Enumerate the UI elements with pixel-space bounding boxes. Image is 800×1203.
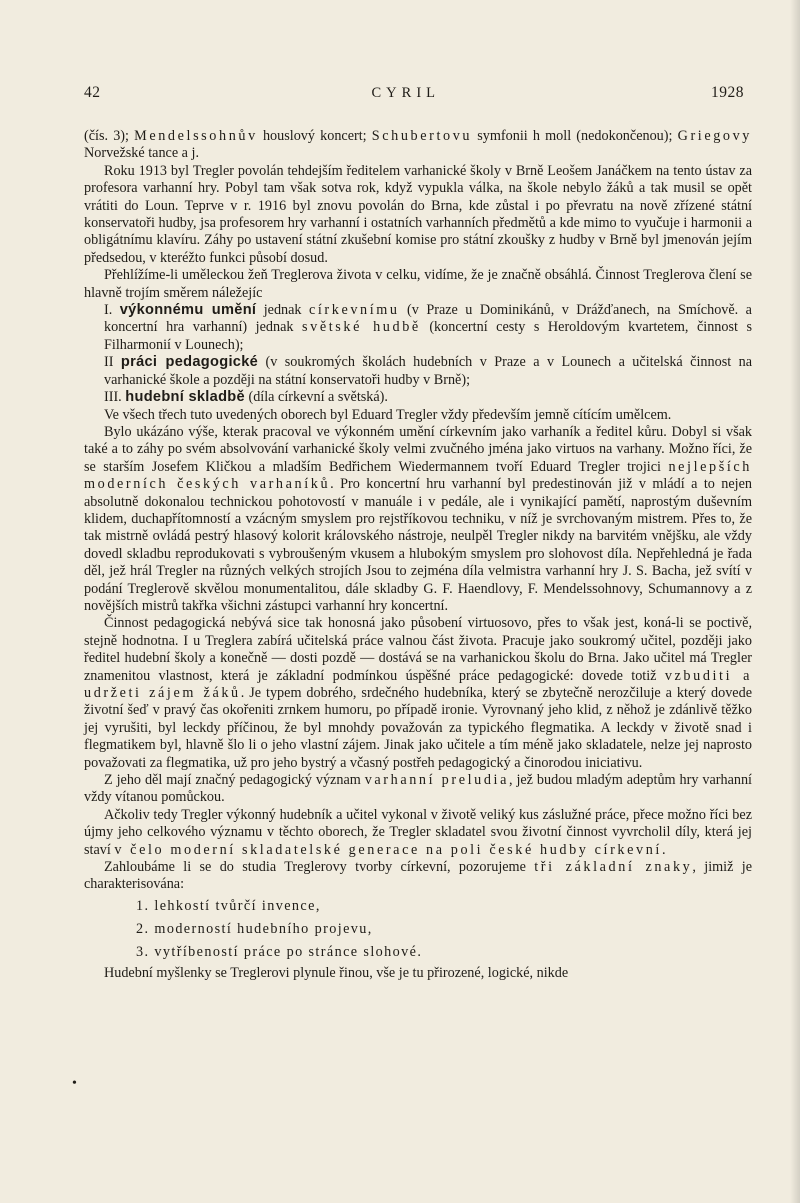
paragraph-final: Hudební myšlenky se Treglerovi plynule řinou, vše je tu přirozené, logické, nikde (104, 964, 569, 981)
list-item-composition: III. hudební skladbě (díla církevní a světská). (104, 389, 388, 406)
paragraph-overview: Přehlížíme-li uměleckou žeň Treglerova života v celku, vidíme, že je značně obsáhlá. Činnost Treglerova člení se hlavně trojím směrem náležejíc (84, 267, 752, 301)
margin-mark: • (72, 1076, 77, 1091)
page-number: 42 (84, 84, 101, 101)
trait-item: 1. lehkostí tvůrčí invence, (136, 897, 321, 914)
list-item-pedagogy: II práci pedagogické (v soukromých školách hudebních v Praze a v Lounech a učitelská činnost na varhanické škole a později na státní konservatoři hudby v Brně); (104, 354, 753, 388)
paragraph-virtuoso: Bylo ukázáno výše, kterak pracoval ve výkonném umění církevním jako varhaník a ředitel kůru. Dobyl si však také a to záhy po svém absolvování varhanické školy velmi zvučného jména jako virtuos na varhany. Možno říci, že se starším Josefem Kličkou a mladším Bedřichem Wiedermannem tvoří Eduard Tregler trojici nejlepších moderních českých varhaníků. Pro koncertní hru varhanní byl predestinován již v mládí a to nejen absolutně dokonalou technickou pohotovostí v manuále i v pedále, ale i vynikající pamětí, naprostým duševním klidem, duchapřítomností a vzácným smyslem pro rejstříkovou techniku, v níž je svrchovaným mistrem. Přes to, že tak mistrně ovládá pestrý hlasový kolorit královského nástroje, neulpěl Tregler nikdy na barvitém vnějšku, ale vždy dovedl skladbu reprodukovati s vybroušeným vkusem a hlubokým smyslem pro slohovost díla. Nepřehledná je řada děl, jež hrál Tregler na různých velkých strojích Jsou to zejména díla velmistra varhanní hry J. S. Bacha, jež svítí v podání Treglerově skvělou monumentalitou, dále skladby G. F. Haendlovy, F. Mendelssohnovy, Schumannovy a z novějších mistrů takřka všichni zástupci varhanní hry koncertní. (84, 423, 753, 614)
trait-item: 2. moderností hudebního projevu, (136, 920, 373, 937)
journal-title: CYRIL (371, 85, 440, 101)
paragraph-preludes: Z jeho děl mají značný pedagogický význam varhanní preludia, jež budou mladým adeptům hry varhanní vždy vítanou pomůckou. (84, 772, 752, 806)
running-header (84, 84, 752, 102)
paragraph-continued: (čís. 3); Mendelssohnův houslový koncert; Schubertovu symfonii h moll (nedokončenou); Griegovy Norvežské tance a j. (84, 128, 752, 162)
paragraph-career: Roku 1913 byl Tregler povolán tehdejším ředitelem varhanické školy v Brně Leošem Janáčkem na tento ústav za profesora varhanní hry. Pobyl tam však sotva rok, když vypukla válka, na škole nebylo žáků a tak musil se opět vrátiti do Loun. Teprve v r. 1916 byl znovu povolán do Brna, kde zůstal i po převratu na nově zřízené státní konservatoři hudby, jsa profesorem hry varhanní i ostatních varhanních předmětů a kde mimo to vyučuje i harmonii a obligátnímu klavíru. Záhy po ustavení státní zkušební komise pro státní zkoušky z hudby v Brně byl jmenován jejím předsedou, v kteréžto funkci působí dosud. (84, 162, 752, 266)
article-body (84, 128, 752, 982)
list-item-performance: I. výkonnému umění jednak církevnímu (v Praze u Dominikánů, v Drážďanech, na Smíchově. a koncertní hra varhanní) jednak světské hudbě (koncertní cesty s Heroldovým kvartetem, činnost s Filharmonií v Lounech); (104, 302, 752, 353)
paragraph-teacher: Činnost pedagogická nebývá sice tak honosná jako působení virtuosovo, přes to však jest, koná-li se poctivě, stejně hodnotna. I u Treglera zabírá učitelská práce valnou část života. Pracuje jako soukromý učitel, později jako ředitel hudební školy a konečně — dosti pozdě — dostává se na varhanickou školu do Brna. Jako učitel má Tregler znamenitou vlastnost, která je základní podmínkou úspěšné práce pedagogické: dovede totiž vzbuditi a udržeti zájem žáků. Je typem dobrého, srdečného hudebníka, který se zbytečně nerozčiluje a který dovede životní šeď v pravý čas okořeniti zrnkem humoru, po případě ironie. Vyrovnaný jeho klid, z něhož je zdánlivě těžko jej vyrušiti, byl leckdy příčinou, že byl mnohdy považován za typického flegmatika. A leckdy v životě snad i flegmatikem byl, hlavně šlo li o jeho vlastní zájem. Jinak jako učitele a tím méně jako skladatele, nelze jej naprosto považovati za flegmatika, už pro jeho bystrý a včasný postřeh pedagogický a činorodou iniciativu. (84, 615, 752, 771)
paragraph-traits-intro: Zahloubáme li se do studia Treglerovy tvorby církevní, pozorujeme tři základní znaky, jimiž je charakterisována: (84, 859, 753, 893)
paragraph-summary: Ve všech třech tuto uvedených oborech byl Eduard Tregler vždy především jemně cítícím umělcem. (104, 406, 672, 423)
trait-item: 3. vytříbeností práce po stránce slohové. (136, 943, 423, 960)
paragraph-composer: Ačkoliv tedy Tregler výkonný hudebník a učitel vykonal v životě veliký kus záslužné práce, přece možno říci bez újmy jeho celkového významu v těchto oborech, že Tregler skladatel svou životní činnost vyvrcholil díly, která jej staví v čelo moderní skladatelské generace na poli české hudby církevní. (84, 806, 752, 858)
year: 1928 (711, 84, 744, 101)
